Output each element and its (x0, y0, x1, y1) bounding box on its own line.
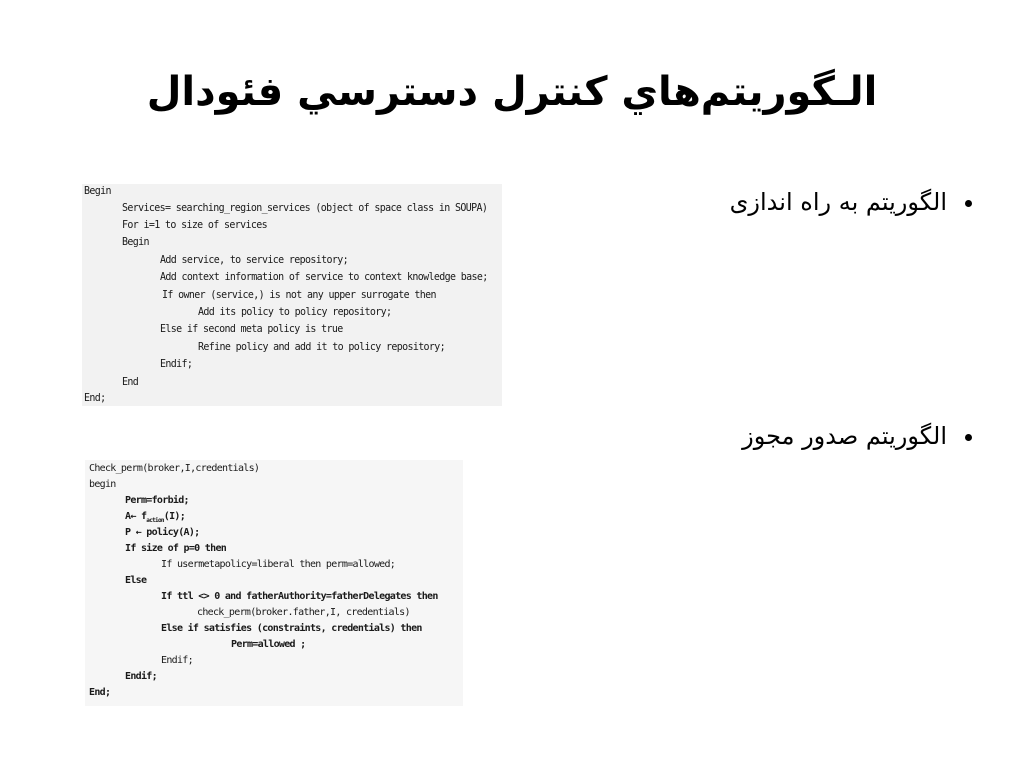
code-line: Add its policy to policy repository; (198, 306, 392, 319)
code-line: Else (125, 575, 147, 586)
code-line: End (122, 376, 139, 389)
code-line: Check_perm(broker,I,credentials) (89, 463, 260, 474)
code-line: End; (84, 392, 106, 405)
code-line: If usermetapolicy=liberal then perm=allowed; (161, 559, 396, 570)
code-line: Services= searching_region_services (object of space class in SOUPA) (122, 202, 488, 215)
code-line (125, 512, 185, 524)
code-line: If ttl <> 0 and fatherAuthority=fatherDelegates then (161, 591, 438, 602)
code-text: (I); (163, 511, 186, 522)
code-line: Perm=forbid; (125, 495, 189, 506)
slide-title: الـگوريتم‌هاي كنترل دسترسي فئودال (146, 69, 878, 115)
bullet-icon (965, 200, 972, 207)
code-line: P ← policy(A); (125, 527, 200, 538)
code-line: If owner (service,) is not any upper surrogate then (162, 289, 436, 302)
check-permission-code-image (85, 460, 463, 706)
code-line: Else if second meta policy is true (160, 323, 343, 336)
code-line: Begin (84, 185, 111, 198)
code-line: Refine policy and add it to policy repository; (198, 341, 446, 354)
code-text: A← f (125, 511, 147, 522)
code-line: begin (89, 479, 116, 490)
code-line: Perm=allowed ; (231, 639, 306, 650)
code-line: Endif; (160, 358, 193, 371)
code-line: If size of p=0 then (125, 543, 227, 554)
code-line: Add service, to service repository; (160, 254, 348, 267)
code-line: Add context information of service to context knowledge base; (160, 271, 488, 284)
bullet-item-permission-algorithm (742, 422, 972, 450)
code-line: Endif; (161, 655, 193, 666)
code-line: For i=1 to size of services (122, 219, 268, 232)
code-line: check_perm(broker.father,I, credentials) (197, 607, 410, 618)
bullet-text: الگوریتم به راه اندازی (729, 188, 947, 216)
code-line: End; (89, 687, 111, 698)
code-line: Begin (122, 236, 149, 249)
bullet-icon (965, 434, 972, 441)
bullet-text: الگوریتم صدور مجوز (742, 422, 947, 450)
bullet-item-startup-algorithm (730, 188, 972, 216)
code-line: Endif; (125, 671, 157, 682)
code-line: Else if satisfies (constraints, credentials) then (161, 623, 422, 634)
subscript: action (146, 517, 164, 524)
startup-algorithm-code-image (82, 184, 502, 406)
